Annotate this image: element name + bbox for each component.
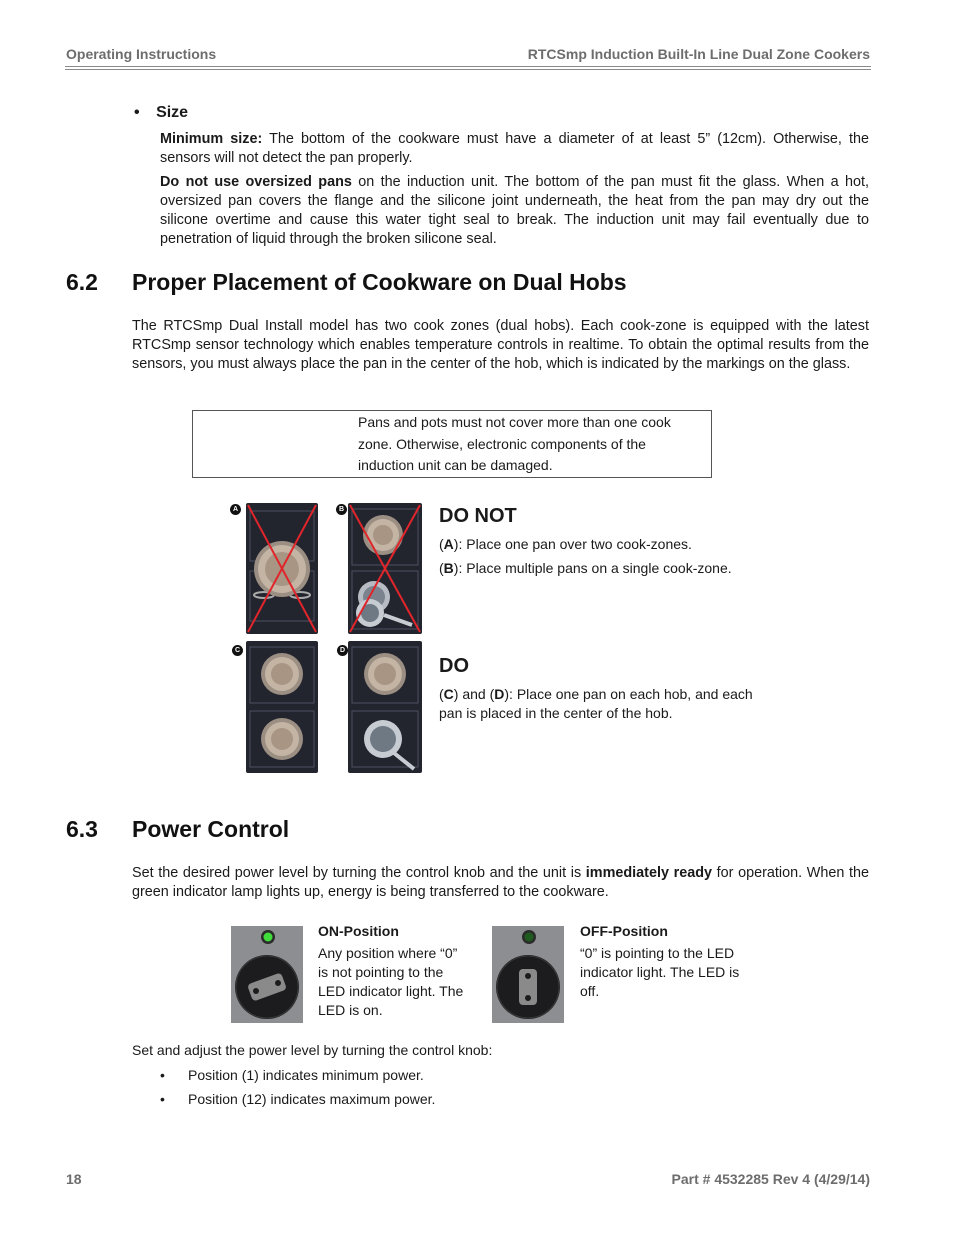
section-6-2-heading — [66, 269, 627, 296]
header-right: RTCSmp Induction Built-In Line Dual Zone Cookers — [527, 46, 870, 62]
size-bullet — [134, 104, 188, 122]
off-position-title: OFF-Position — [580, 923, 668, 939]
header-left: Operating Instructions — [66, 46, 217, 62]
paren-open: ( — [439, 686, 444, 702]
hob-illustration-a — [246, 503, 318, 634]
page-number: 18 — [66, 1171, 82, 1187]
header-rule-2 — [65, 69, 871, 70]
do-not-a-text: ): Place one pan over two cook-zones. — [453, 536, 692, 552]
power-body-post: for operation. When the green indicator lamp lights up, energy is being transferred to the cookware. — [132, 865, 869, 900]
section-6-3-heading — [66, 816, 289, 843]
key-b: B — [443, 560, 454, 576]
knob-off-photo — [492, 926, 564, 1023]
key-a: A — [443, 536, 454, 552]
size-title: Size — [156, 104, 189, 121]
photo-c-one-pan-each-hob — [246, 641, 318, 773]
bullet-dot: • — [134, 104, 140, 121]
photo-d-centered-pans — [348, 641, 422, 773]
photo-b-multiple-pans-one-zone — [348, 503, 422, 634]
do-not-heading: DO NOT — [439, 505, 517, 527]
oversize-paragraph — [160, 173, 869, 249]
header-rule — [65, 66, 871, 67]
do-not-b-text: ): Place multiple pans on a single cook-zone. — [453, 560, 732, 576]
key-c: C — [443, 686, 454, 702]
on-position-title: ON-Position — [318, 923, 399, 939]
section-number: 6.2 — [66, 269, 98, 295]
section-title: Proper Placement of Cookware on Dual Hobs — [132, 269, 627, 295]
paren-open: ( — [439, 560, 444, 576]
label-a: A — [230, 504, 241, 515]
min-size-paragraph — [160, 130, 869, 168]
hob-illustration-b — [348, 503, 422, 634]
bullet-dot: • — [160, 1091, 165, 1107]
paren-open: ( — [439, 536, 444, 552]
section-number: 6.3 — [66, 816, 98, 842]
control-knob-off-illustration — [492, 926, 564, 1023]
label-b: B — [336, 504, 347, 515]
and-text: ) and ( — [453, 686, 495, 702]
do-text — [439, 685, 774, 723]
section-6-2-body: The RTCSmp Dual Install model has two cook zones (dual hobs). Each cook-zone is equipped with the latest RTCSmp sensor technology which enables temperature controls in realtime. To obtain the optimal results from the sensors, you must always place the pan in the center of the hob, which is indicated by the markings on the glass. — [132, 318, 869, 372]
min-size-lead: Minimum size: — [160, 131, 263, 147]
section-6-3-body — [132, 864, 869, 902]
do-not-item-b — [439, 559, 732, 578]
label-d: D — [337, 645, 348, 656]
bullet-dot: • — [160, 1067, 165, 1083]
part-number: Part # 4532285 Rev 4 (4/29/14) — [671, 1171, 870, 1187]
list-item — [160, 1090, 436, 1109]
do-not-item-a — [439, 535, 692, 554]
power-body-bold: immediately ready — [585, 865, 713, 881]
on-position-text: Any position where “0” is not pointing to the LED indicator light. The LED is on. — [318, 945, 464, 1018]
key-d: D — [494, 686, 505, 702]
list-item-text: Position (1) indicates minimum power. — [188, 1067, 424, 1083]
min-size-text: The bottom of the cookware must have a diameter of at least 5” (12cm). Otherwise, the sensors will not detect the pan properly. — [160, 131, 869, 166]
do-heading: DO — [439, 655, 469, 677]
list-item-text: Position (12) indicates maximum power. — [188, 1091, 436, 1107]
warning-box — [192, 410, 712, 478]
list-item — [160, 1066, 424, 1085]
oversize-text: on the induction unit. The bottom of the pan must fit the glass. When a hot, oversized pan covers the flange and the silicone joint underneath, the heat from the pan may dry out the silicone overtime and cause this water tight seal to break. The induction unit may fail eventually due to penetration of liquid through the broken silicone seal. — [160, 174, 869, 247]
knob-on-photo — [231, 926, 303, 1023]
do-text-body: ): Place one pan on each hob, and each pan is placed in the center of the hob. — [439, 686, 753, 721]
section-title: Power Control — [132, 816, 290, 842]
hob-illustration-c — [246, 641, 318, 773]
off-position-text: “0” is pointing to the LED indicator light. The LED is off. — [580, 945, 740, 999]
adjust-intro: Set and adjust the power level by turning the control knob: — [132, 1042, 493, 1058]
control-knob-on-illustration — [231, 926, 303, 1023]
power-body-pre: Set the desired power level by turning the control knob and the unit is — [132, 865, 586, 881]
label-c: C — [232, 645, 243, 656]
hob-illustration-d — [348, 641, 422, 773]
photo-a-one-pan-two-zones — [246, 503, 318, 634]
oversize-lead: Do not use oversized pans — [160, 174, 352, 190]
warning-text: Pans and pots must not cover more than one cook zone. Otherwise, electronic components of the induction unit can be damaged. — [358, 414, 671, 473]
